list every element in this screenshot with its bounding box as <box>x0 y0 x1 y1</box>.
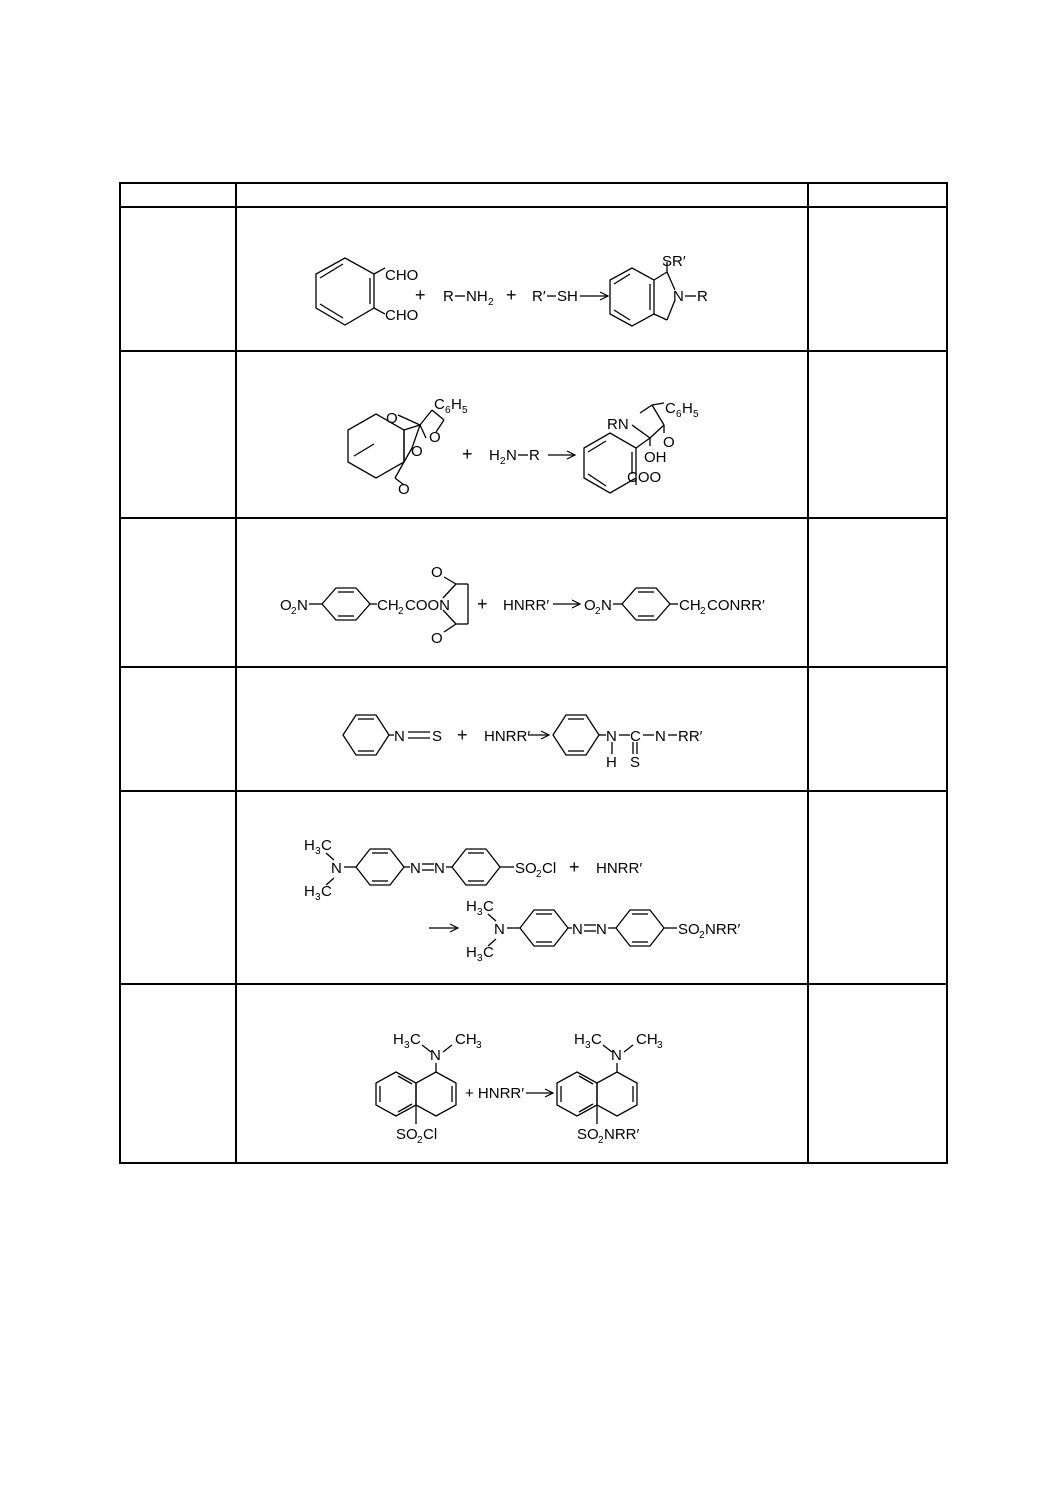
dab-3a: 3 <box>315 846 321 857</box>
dnsp-n: N <box>611 1047 622 1064</box>
flu-o-keto: O <box>429 429 441 446</box>
dab-n: N <box>331 860 342 877</box>
flu-h: H <box>451 396 462 413</box>
dnsp-h: H <box>574 1031 585 1048</box>
pitc-n: N <box>394 728 405 745</box>
succ-o-bottom: O <box>431 630 443 647</box>
prod-conrr: CONRR′ <box>707 597 765 614</box>
flu-o-ring: O <box>386 410 398 427</box>
plus-sign: + <box>462 444 473 464</box>
nitro-o: O <box>280 597 292 614</box>
prod-rn: RN <box>607 416 629 433</box>
product-sr: SR′ <box>662 253 686 270</box>
prod-6: 6 <box>676 409 682 420</box>
plus-sign: + <box>569 857 580 877</box>
reaction-arrow <box>429 924 458 932</box>
prod-h: H <box>682 400 693 417</box>
dabp-so: SO <box>678 921 700 938</box>
dnsp-3b: 3 <box>657 1040 663 1051</box>
table-grid <box>120 183 947 1163</box>
dabp-c2: C <box>483 944 494 961</box>
coon-label: COON <box>405 597 450 614</box>
dabp-3a: 3 <box>477 907 483 918</box>
dabp-azo-n1: N <box>572 921 583 938</box>
dab-3b: 3 <box>315 892 321 903</box>
dabp-h1: H <box>466 898 477 915</box>
opa-cho-bottom: CHO <box>385 307 419 324</box>
reaction-arrow <box>526 1089 553 1097</box>
dab-c1: C <box>321 837 332 854</box>
amine-n: N <box>506 447 517 464</box>
dns-ch: CH <box>455 1031 477 1048</box>
dabp-h2: H <box>466 944 477 961</box>
dns-c: C <box>410 1031 421 1048</box>
reaction-arrow <box>580 292 608 300</box>
amine-hnrr: HNRR′ <box>484 728 531 745</box>
row-pitc-reaction <box>343 715 703 771</box>
prod-c: C <box>665 400 676 417</box>
dabp-n: N <box>494 921 505 938</box>
plus-sign: + <box>415 285 426 305</box>
phenyl-ring <box>309 588 377 620</box>
flu-c: C <box>434 396 445 413</box>
prod-o: O <box>663 434 675 451</box>
dnsp-c: C <box>591 1031 602 1048</box>
ptc-s: S <box>630 754 641 771</box>
dab-h2: H <box>304 883 315 900</box>
phenyl-ring <box>343 715 430 755</box>
row-dabsyl-reaction <box>304 837 740 964</box>
product-n: N <box>673 288 684 305</box>
flu-o-carbonyl: O <box>398 481 410 498</box>
plus-sign: + <box>457 725 468 745</box>
succ-o-top: O <box>431 564 443 581</box>
dnsp-so: SO <box>577 1126 599 1143</box>
dns-n: N <box>430 1047 441 1064</box>
amine-hnrr: HNRR′ <box>596 860 643 877</box>
naphthalene-product-structure <box>557 1045 637 1124</box>
plus-amine: + HNRR′ <box>465 1085 525 1102</box>
prod-nitro-2: 2 <box>595 606 601 617</box>
product-r: R <box>697 288 708 305</box>
dns-cl: Cl <box>423 1126 438 1143</box>
nitro-2: 2 <box>291 606 297 617</box>
row-nitrophenylacetate-reaction <box>280 564 765 647</box>
dab-cl: Cl <box>542 860 557 877</box>
reaction-arrow <box>528 731 549 739</box>
amine-sub: 2 <box>488 297 494 308</box>
ch-sub: 2 <box>398 606 404 617</box>
ptc-h: H <box>606 754 617 771</box>
naphthalene-structure <box>376 1045 456 1124</box>
dnsp-so-2: 2 <box>598 1135 604 1146</box>
dabp-3b: 3 <box>477 953 483 964</box>
ptc-rr: RR′ <box>678 728 703 745</box>
opa-cho-top: CHO <box>385 267 419 284</box>
dabp-nrr: NRR′ <box>705 921 741 938</box>
flu-5: 5 <box>462 405 468 416</box>
flu-6: 6 <box>445 405 451 416</box>
prod-coo: COO <box>627 469 662 486</box>
amine-nh: NH <box>466 288 488 305</box>
dabp-c1: C <box>483 898 494 915</box>
row-fluorescamine-reaction <box>348 396 699 498</box>
prod-nitro-n: N <box>601 597 612 614</box>
prod-ch: CH <box>679 597 701 614</box>
amine-h: H <box>489 447 500 464</box>
ch-label: CH <box>377 597 399 614</box>
phthalaldehyde-structure <box>316 258 385 325</box>
dabp-azo-n2: N <box>596 921 607 938</box>
dns-so: SO <box>396 1126 418 1143</box>
dns-so-2: 2 <box>417 1135 423 1146</box>
prod-oh: OH <box>644 449 667 466</box>
ptc-n2: N <box>655 728 666 745</box>
row-opa-reaction <box>316 253 708 326</box>
dab-azo-n1: N <box>410 860 421 877</box>
amine-r: R <box>529 447 540 464</box>
dab-h1: H <box>304 837 315 854</box>
dnsp-nrr: NRR′ <box>604 1126 640 1143</box>
nitro-n: N <box>297 597 308 614</box>
thiol-r: R′ <box>532 288 546 305</box>
flu-o-lactone: O <box>411 443 423 460</box>
ptc-n1: N <box>606 728 617 745</box>
dnsp-3a: 3 <box>585 1040 591 1051</box>
dabp-so-2: 2 <box>699 930 705 941</box>
reaction-arrow <box>548 451 575 459</box>
dnsp-ch: CH <box>636 1031 658 1048</box>
ptc-c: C <box>630 728 641 745</box>
amine-r: R <box>443 288 454 305</box>
row-dansyl-reaction <box>376 1031 663 1146</box>
prod-5: 5 <box>693 409 699 420</box>
dns-h: H <box>393 1031 404 1048</box>
prod-ch-sub: 2 <box>700 606 706 617</box>
amine-2: 2 <box>500 456 506 467</box>
plus-sign: + <box>506 285 517 305</box>
amine-hnrr: HNRR′ <box>503 597 550 614</box>
dns-3a: 3 <box>404 1040 410 1051</box>
dab-c2: C <box>321 883 332 900</box>
dab-so: SO <box>515 860 537 877</box>
reaction-arrow <box>553 600 580 608</box>
dns-3b: 3 <box>476 1040 482 1051</box>
prod-nitro-o: O <box>584 597 596 614</box>
dab-so-2: 2 <box>536 869 542 880</box>
pitc-s: S <box>432 728 443 745</box>
dab-azo-n2: N <box>434 860 445 877</box>
phenyl-ring <box>613 588 678 620</box>
thiol-sh: SH <box>557 288 578 305</box>
plus-sign: + <box>477 594 488 614</box>
